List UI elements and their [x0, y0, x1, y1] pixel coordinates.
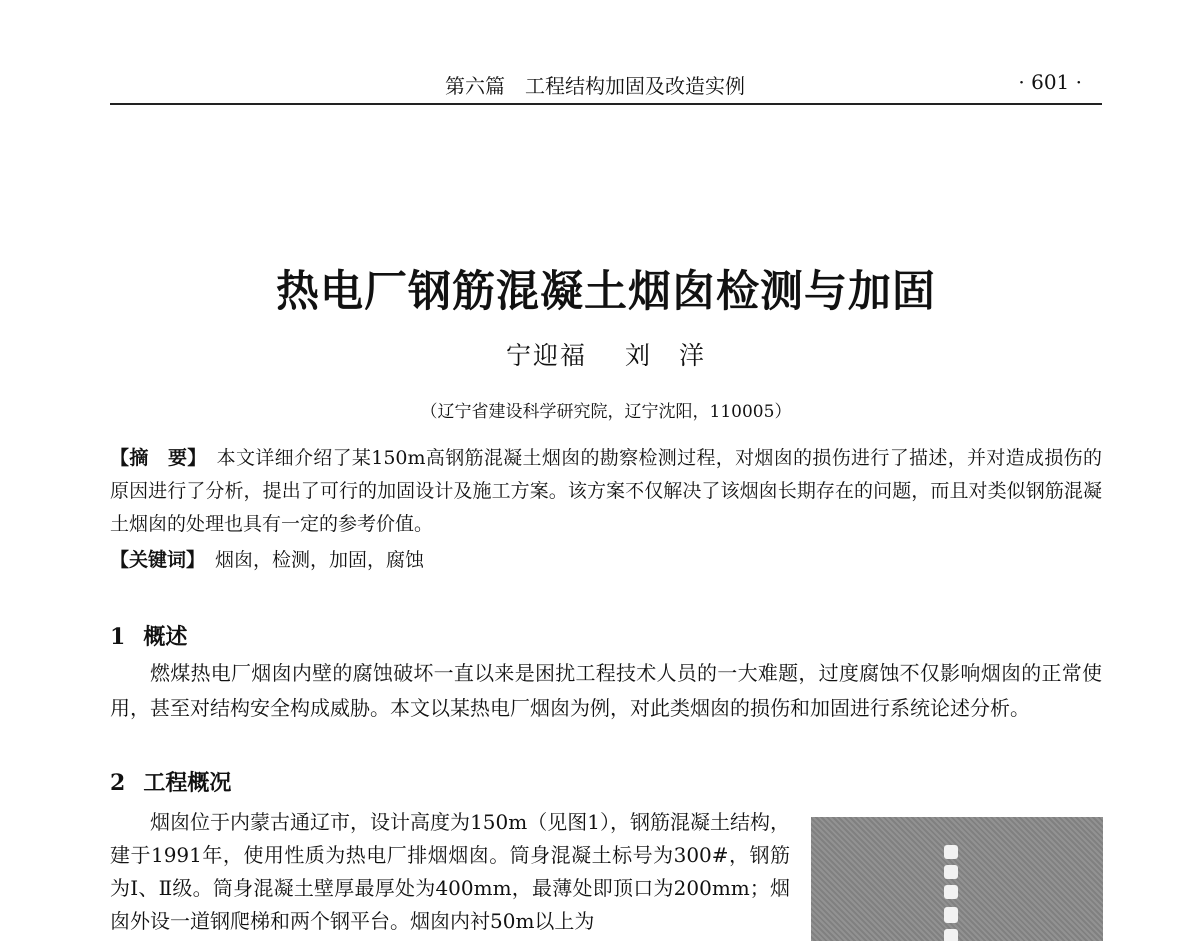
chimney-band [944, 845, 958, 859]
section-paragraph: 燃煤热电厂烟囱内壁的腐蚀破坏一直以来是困扰工程技术人员的一大难题，过度腐蚀不仅影响烟囱的正常使用，甚至对结构安全构成威胁。本文以某热电厂烟囱为例，对此类烟囱的损伤和加固进行系统论述分析。 [110, 661, 1102, 720]
running-head [110, 68, 1102, 100]
section-number: 1 [110, 624, 126, 650]
keywords-label: 【关键词】 [110, 549, 206, 571]
chimney-photo-icon [811, 817, 1103, 941]
author-name: 刘 洋 [624, 341, 706, 370]
header-rule [110, 103, 1102, 105]
chimney-band [944, 885, 958, 899]
keywords [110, 544, 1102, 577]
section-title: 工程概况 [143, 770, 232, 796]
abstract-text: 本文详细介绍了某150m高钢筋混凝土烟囱的勘察检测过程，对烟囱的损伤进行了描述，并对造成损伤的原因进行了分析，提出了可行的加固设计及施工方案。该方案不仅解决了该烟囱长期存在的问题，而且对类似钢筋混凝土烟囱的处理也具有一定的参考价值。 [110, 447, 1102, 535]
chimney-band [944, 907, 958, 923]
page-number: · 601 · [1018, 70, 1082, 94]
author-list [110, 336, 1102, 372]
section-heading [110, 620, 187, 651]
section-title: 概述 [143, 624, 188, 650]
author-affiliation: （辽宁省建设科学研究院，辽宁沈阳，110005） [420, 402, 792, 422]
chimney-band [944, 865, 958, 879]
section-number: 2 [110, 770, 126, 796]
section-heading [110, 766, 231, 797]
abstract-label: 【摘 要】 [110, 447, 207, 469]
author-name: 宁迎福 [506, 341, 588, 370]
article-title: 热电厂钢筋混凝土烟囱检测与加固 [276, 267, 936, 317]
running-head-section: 第六篇 工程结构加固及改造实例 [445, 74, 745, 98]
keywords-text: 烟囱，检测，加固，腐蚀 [215, 549, 425, 571]
section-paragraph: 烟囱位于内蒙古通辽市，设计高度为150m（见图1），钢筋混凝土结构，建于1991年，使用性质为热电厂排烟烟囱。筒身混凝土标号为300#，钢筋为Ⅰ、Ⅱ级。筒身混凝土壁厚最厚处为400mm，最薄处即顶口为200mm；烟囱外设一道钢爬梯和两个钢平台。烟囱内衬50m以上为 [110, 810, 790, 933]
chimney-band [944, 929, 958, 941]
abstract [110, 442, 1102, 541]
